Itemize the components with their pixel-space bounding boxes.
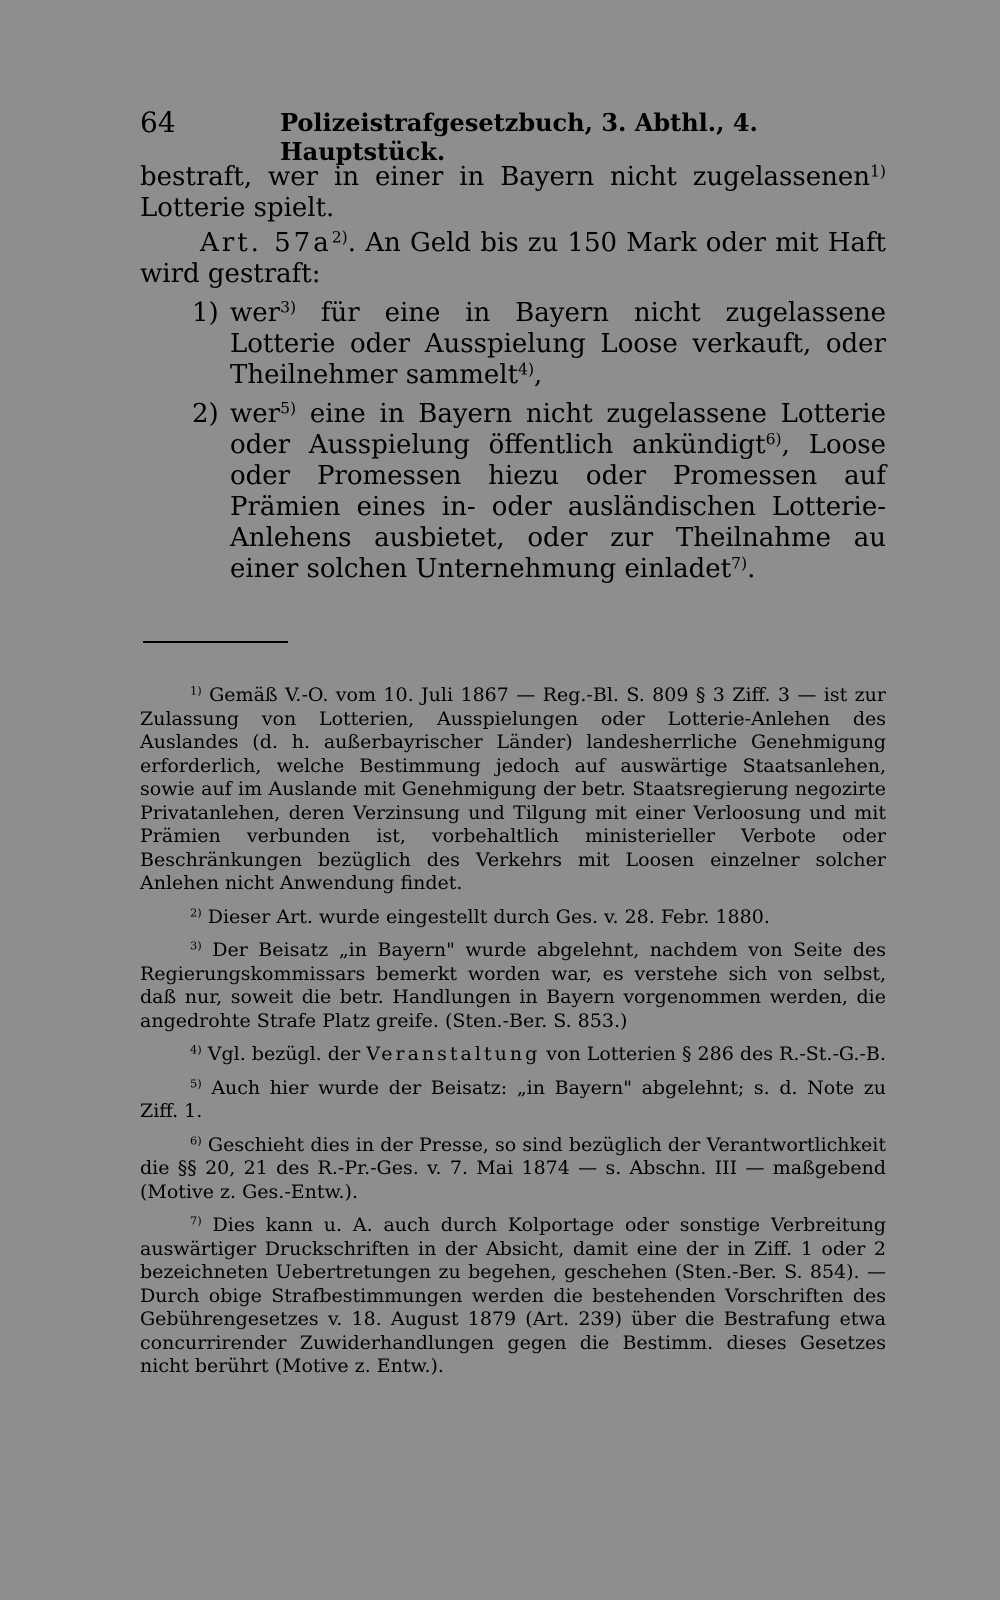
footnote-mark: 4) (190, 1042, 202, 1057)
page-header (140, 106, 890, 166)
article-paragraph (140, 228, 886, 290)
footnote-divider (143, 641, 288, 643)
footnote-ref: 7) (731, 554, 748, 573)
item-number: 1) (192, 298, 219, 328)
footnote-text: Auch hier wurde der Beisatz: „in Bayern" abgelehnt; s. d. Note zu Ziff. 1. (140, 1076, 886, 1122)
footnote-text: Vgl. bezügl. der (201, 1043, 367, 1065)
footnote-mark: 2) (190, 905, 202, 920)
main-text (140, 162, 886, 585)
footnote-text-spaced: Veranstaltung (366, 1043, 541, 1065)
footnote-mark: 5) (190, 1076, 202, 1091)
footnotes (140, 684, 886, 1389)
list-item (140, 298, 886, 391)
footnote (140, 1134, 886, 1205)
text: wer (230, 399, 281, 429)
footnote-ref: 2) (331, 228, 348, 247)
text: . (747, 554, 756, 584)
footnote-mark: 3) (190, 938, 202, 953)
text: für eine in Bayern nicht zugelassene Lotterie oder Ausspielung Loose verkauft, oder Theilnehmer sammelt (230, 298, 886, 390)
footnote (140, 1043, 886, 1067)
paragraph-continuation (140, 162, 886, 224)
text: Lotterie spielt. (140, 193, 335, 223)
footnote (140, 1077, 886, 1124)
footnote-mark: 1) (190, 683, 202, 698)
footnote (140, 1214, 886, 1379)
text: bestraft, wer in einer in Bayern nicht zugelassenen (140, 162, 870, 192)
text: . An Geld bis zu 150 Mark oder mit Haft wird gestraft: (140, 228, 886, 289)
footnote (140, 939, 886, 1033)
item-number: 2) (192, 399, 219, 429)
footnote-text: Dies kann u. A. auch durch Kolportage oder sonstige Verbreitung auswärtiger Druckschriften in der Absicht, damit eine der in Ziff. 1 oder 2 bezeichneten Uebertretungen zu begehen, geschehen (Sten.-Ber. S. 854). — Durch obige Strafbestimmungen werden die bestehenden Vorschriften des Gebührengesetzes v. 18. August 1879 (Art. 239) über die Bestrafung etwa concurrirender Zuwiderhandlungen gegen die Bestimm. dieses Gesetzes nicht berührt (Motive z. Entw.). (140, 1214, 886, 1377)
running-head: Polizeistrafgesetzbuch, 3. Abthl., 4. Hauptstück. (280, 108, 758, 166)
footnote-ref: 5) (280, 399, 297, 418)
article-label: Art. 57a (200, 228, 332, 258)
footnote (140, 684, 886, 896)
text: eine in Bayern nicht zugelassene Lotterie oder Ausspielung öffentlich ankündigt (230, 399, 886, 460)
page-number: 64 (140, 106, 176, 139)
footnote-text: Gemäß V.-O. vom 10. Juli 1867 — Reg.-Bl. S. 809 § 3 Ziff. 3 — ist zur Zulassung von Lotterien, Ausspielungen oder Lotterie-Anlehen des Auslandes (d. h. außerbayrischer Länder) landesherrliche Genehmigung erforderlich, welche Bestimmung jedoch auf auswärtige Staatsanlehen, sowie auf im Auslande mit Genehmigung der betr. Staatsregierung negozirte Privatanlehen, deren Verzinsung und Tilgung mit einer Verloosung und mit Prämien verbunden ist, vorbehaltlich ministerieller Verbote oder Beschränkungen bezüglich des Verkehrs mit Loosen einzelner solcher Anlehen nicht Anwendung findet. (140, 684, 886, 894)
list-item (140, 399, 886, 585)
footnote (140, 906, 886, 930)
footnote-ref: 4) (518, 360, 535, 379)
text: , Loose oder Promessen hiezu oder Promessen auf Prämien eines in- oder ausländischen Lotterie-Anlehens ausbietet, oder zur Theilnahme au einer solchen Unternehmung einladet (230, 430, 886, 584)
footnote-ref: 6) (765, 430, 782, 449)
footnote-mark: 6) (190, 1133, 202, 1148)
footnote-text: Der Beisatz „in Bayern" wurde abgelehnt, nachdem von Seite des Regierungskommissars bemerkt worden war, es verstehe sich von selbst, daß nur, soweit die betr. Handlungen in Bayern vorgenommen werden, die angedrohte Strafe Platz greife. (Sten.-Ber. S. 853.) (140, 939, 886, 1032)
footnote-mark: 7) (190, 1213, 202, 1228)
footnote-text: Dieser Art. wurde eingestellt durch Ges. v. 28. Febr. 1880. (201, 905, 770, 928)
text: , (534, 360, 543, 390)
footnote-text: Geschieht dies in der Presse, so sind bezüglich der Verantwortlichkeit die §§ 20, 21 des R.-Pr.-Ges. v. 7. Mai 1874 — s. Abschn. III — maßgebend (Motive z. Ges.-Entw.). (140, 1133, 886, 1203)
footnote-ref: 3) (280, 298, 297, 317)
text: wer (230, 298, 281, 328)
footnote-text: von Lotterien § 286 des R.-St.-G.-B. (540, 1043, 886, 1065)
footnote-ref: 1) (869, 162, 886, 181)
